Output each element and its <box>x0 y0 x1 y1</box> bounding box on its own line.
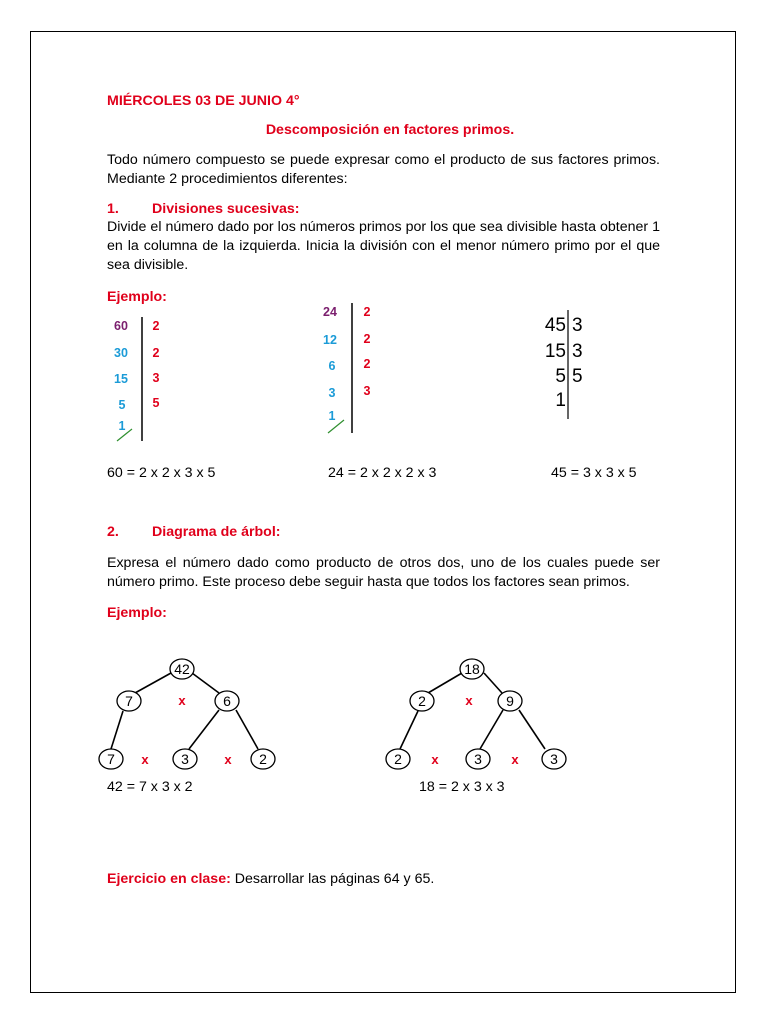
tree-42-times-3: x <box>224 752 232 767</box>
section2-paragraph: Expresa el número dado como producto de otros dos, uno de los cuales puede ser número primo. Este proceso debe seguir hasta que todos los factores sean primos. <box>107 555 660 590</box>
divisor-2c: 2 <box>363 305 371 319</box>
result-18: 18 = 2 x 3 x 3 <box>419 779 505 795</box>
tree-42-mid-right-label: 6 <box>223 693 231 709</box>
exercise-line <box>107 870 434 889</box>
tree-18-root-label: 18 <box>464 661 480 677</box>
section2-heading: Diagrama de árbol: <box>152 524 281 540</box>
tree-18-leaf3-label: 3 <box>550 751 558 767</box>
table-45-right-col <box>572 315 583 387</box>
table-60-left-col <box>114 319 128 433</box>
section1-example-label: Ejemplo: <box>107 289 167 305</box>
dividend-15: 15 <box>114 372 128 386</box>
tree-42-root-label: 42 <box>174 661 190 677</box>
factor-tree-18 <box>380 655 580 780</box>
tree-42-times-1: x <box>178 693 186 708</box>
tree-18-times-1: x <box>465 693 473 708</box>
tree-18-mid-left-label: 2 <box>418 693 426 709</box>
tree-18-times-2: x <box>431 752 439 767</box>
section1-heading: Divisiones sucesivas: <box>152 201 300 217</box>
table-24-right-col <box>364 305 371 398</box>
section2-number: 2. <box>107 524 119 540</box>
dividend-15c: 15 <box>544 341 566 362</box>
divisor-5c: 5 <box>572 366 583 387</box>
date-line: MIÉRCOLES 03 DE JUNIO 4° <box>107 93 300 109</box>
dividend-1b: 1 <box>328 409 336 423</box>
tree-42-times-2: x <box>141 752 149 767</box>
dividend-60: 60 <box>114 319 128 333</box>
tree-18-leaf2-label: 3 <box>474 751 482 767</box>
divisor-2d: 2 <box>363 332 371 346</box>
dividend-30: 30 <box>114 346 128 360</box>
exercise-label: Ejercicio en clase: <box>107 871 231 887</box>
result-60: 60 = 2 x 2 x 3 x 5 <box>107 465 216 481</box>
divisor-2b: 2 <box>152 346 160 360</box>
exercise-text: Desarrollar las páginas 64 y 65. <box>230 871 435 887</box>
dividend-3: 3 <box>328 386 336 400</box>
dividend-24: 24 <box>323 305 337 319</box>
division-table-45 <box>530 305 620 425</box>
dividend-5c: 5 <box>555 366 566 387</box>
divisor-3b: 3 <box>363 384 371 398</box>
result-24: 24 = 2 x 2 x 2 x 3 <box>328 465 437 481</box>
tree-42-leaf1-label: 7 <box>107 751 115 767</box>
table-60-right-col <box>153 319 160 410</box>
result-42: 42 = 7 x 3 x 2 <box>107 779 193 795</box>
divisor-5: 5 <box>152 396 160 410</box>
tree-42-leaf3-label: 2 <box>259 751 267 767</box>
table-24-left-col <box>323 305 337 423</box>
dividend-45: 45 <box>544 315 566 336</box>
tree-18-mid-right-label: 9 <box>506 693 514 709</box>
page-title: Descomposición en factores primos. <box>265 122 515 138</box>
section1-number: 1. <box>107 201 119 217</box>
divisor-3: 3 <box>152 371 160 385</box>
division-table-60 <box>100 305 190 450</box>
tree-42-mid-left-label: 7 <box>125 693 133 709</box>
division-table-24 <box>310 298 400 443</box>
section1-paragraph: Divide el número dado por los números primos por los que sea divisible hasta obtener 1 en la columna de la izquierda. Inicia la división con el menor número primo por el que sea divisible. <box>107 219 660 273</box>
dividend-1: 1 <box>118 419 126 433</box>
dividend-12: 12 <box>323 333 337 347</box>
tree-42-leaf2-label: 3 <box>181 751 189 767</box>
dividend-5: 5 <box>118 398 126 412</box>
dividend-1c: 1 <box>555 390 566 411</box>
section2-example-label: Ejemplo: <box>107 605 167 621</box>
divisor-2a: 2 <box>152 319 160 333</box>
divisor-3c: 3 <box>572 315 583 336</box>
dividend-6: 6 <box>328 359 336 373</box>
tree-18-leaf1-label: 2 <box>394 751 402 767</box>
intro-paragraph: Todo número compuesto se puede expresar como el producto de sus factores primos. Mediante 2 procedimientos diferentes: <box>107 152 660 187</box>
factor-tree-42 <box>95 655 285 780</box>
tree-18-times-3: x <box>511 752 519 767</box>
divisor-2e: 2 <box>363 357 371 371</box>
table-45-left-col <box>545 315 566 411</box>
divisor-3d: 3 <box>572 341 583 362</box>
result-45: 45 = 3 x 3 x 5 <box>551 465 637 481</box>
